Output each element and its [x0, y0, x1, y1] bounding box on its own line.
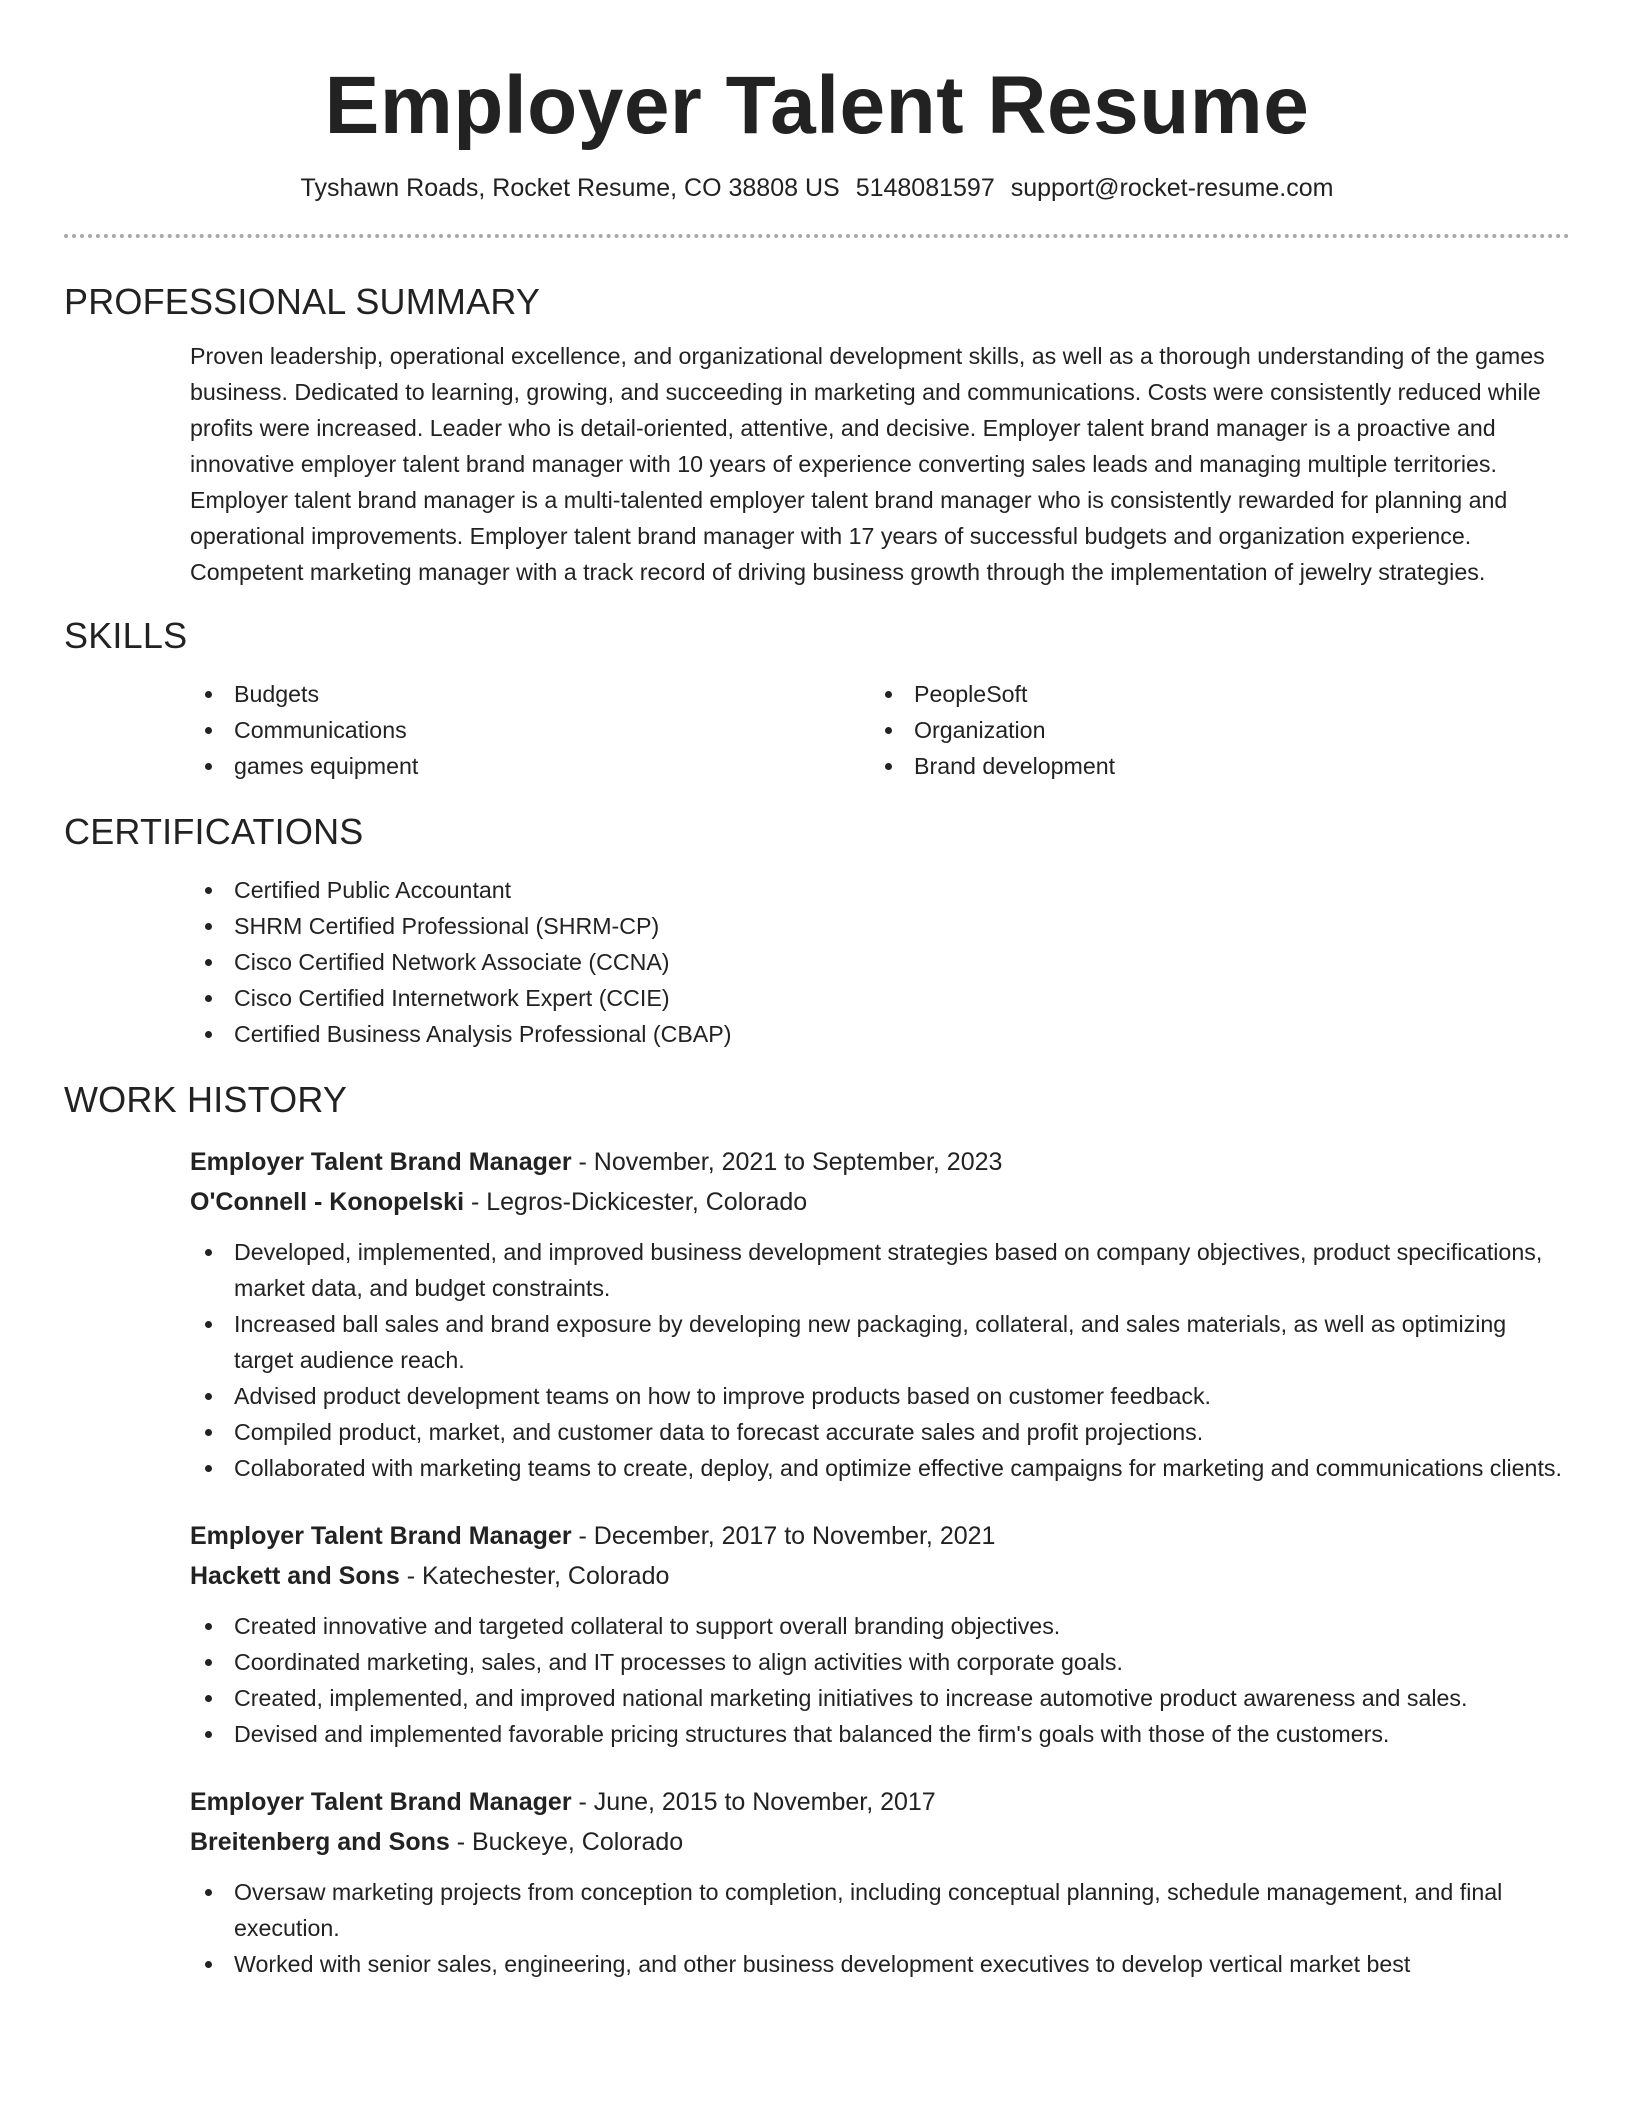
job-title-line	[190, 1782, 1570, 1822]
job-entry	[190, 1516, 1570, 1752]
certification-item: Certified Public Accountant	[190, 872, 1570, 908]
job-role: Employer Talent Brand Manager	[190, 1788, 572, 1816]
job-dates: - November, 2021 to September, 2023	[571, 1148, 1003, 1176]
job-role: Employer Talent Brand Manager	[190, 1148, 572, 1176]
job-company-line	[190, 1822, 1570, 1862]
job-bullets	[190, 1234, 1570, 1486]
job-bullet: Worked with senior sales, engineering, and other business development executives to develop vertical market best	[190, 1946, 1570, 1982]
skills-column-left	[190, 676, 870, 784]
job-bullets	[190, 1874, 1570, 1982]
job-company: Breitenberg and Sons	[190, 1828, 450, 1856]
job-title-line	[190, 1516, 1570, 1556]
section-title-summary: PROFESSIONAL SUMMARY	[64, 281, 541, 322]
skill-item: PeopleSoft	[870, 676, 1550, 712]
certification-item: Certified Business Analysis Professional (CBAP)	[190, 1016, 1570, 1052]
job-bullet: Compiled product, market, and customer data to forecast accurate sales and profit projections.	[190, 1414, 1570, 1450]
header-divider	[64, 234, 1570, 238]
job-entry	[190, 1782, 1570, 1982]
contact-address: Tyshawn Roads, Rocket Resume, CO 38808 US	[300, 174, 840, 202]
job-title-line	[190, 1142, 1570, 1182]
job-location: - Legros-Dickicester, Colorado	[464, 1188, 808, 1216]
certification-item: Cisco Certified Network Associate (CCNA)	[190, 944, 1570, 980]
job-bullet: Collaborated with marketing teams to create, deploy, and optimize effective campaigns for marketing and communications clients.	[190, 1450, 1570, 1486]
section-title-work-history: WORK HISTORY	[64, 1079, 348, 1120]
job-company-line	[190, 1556, 1570, 1596]
skill-item: Communications	[190, 712, 870, 748]
certification-item: SHRM Certified Professional (SHRM-CP)	[190, 908, 1570, 944]
resume-title: Employer Talent Resume	[324, 60, 1310, 151]
certification-item: Cisco Certified Internetwork Expert (CCIE)	[190, 980, 1570, 1016]
contact-phone: 5148081597	[855, 174, 995, 202]
skills-column-right	[870, 676, 1550, 784]
contact-line	[64, 170, 1570, 206]
job-bullet: Created, implemented, and improved national marketing initiatives to increase automotive product awareness and sales.	[190, 1680, 1570, 1716]
skill-item: Brand development	[870, 748, 1550, 784]
job-company: Hackett and Sons	[190, 1562, 400, 1590]
job-bullet: Increased ball sales and brand exposure by developing new packaging, collateral, and sales materials, as well as optimizing target audience reach.	[190, 1306, 1570, 1378]
job-entry	[190, 1142, 1570, 1486]
job-bullet: Developed, implemented, and improved business development strategies based on company objectives, product specifications, market data, and budget constraints.	[190, 1234, 1570, 1306]
contact-email: support@rocket-resume.com	[1010, 174, 1334, 202]
section-title-skills: SKILLS	[64, 615, 188, 656]
job-location: - Buckeye, Colorado	[449, 1828, 684, 1856]
job-bullet: Created innovative and targeted collateral to support overall branding objectives.	[190, 1608, 1570, 1644]
job-bullet: Advised product development teams on how to improve products based on customer feedback.	[190, 1378, 1570, 1414]
section-title-certifications: CERTIFICATIONS	[64, 811, 364, 852]
certifications-list	[190, 872, 1570, 1052]
job-bullet: Devised and implemented favorable pricing structures that balanced the firm's goals with those of the customers.	[190, 1716, 1570, 1752]
job-company: O'Connell - Konopelski	[190, 1188, 465, 1216]
skill-item: Budgets	[190, 676, 870, 712]
skill-item: Organization	[870, 712, 1550, 748]
job-company-line	[190, 1182, 1570, 1222]
job-dates: - June, 2015 to November, 2017	[571, 1788, 936, 1816]
skills-list	[190, 676, 1570, 784]
job-dates: - December, 2017 to November, 2021	[571, 1522, 996, 1550]
job-bullets	[190, 1608, 1570, 1752]
summary-text: Proven leadership, operational excellence, and organizational development skills, as well as a thorough understanding of the games business. Dedicated to learning, growing, and succeeding in marketing and communications. Costs were consistently reduced while profits were increased. Leader who is detail-oriented, attentive, and decisive. Employer talent brand manager is a proactive and innovative employer talent brand manager with 10 years of experience converting sales leads and managing multiple territories. Employer talent brand manager is a multi-talented employer talent brand manager who is consistently rewarded for planning and operational improvements. Employer talent brand manager with 17 years of successful budgets and organization experience. Competent marketing manager with a track record of driving business growth through the implementation of jewelry strategies.	[190, 343, 1545, 585]
resume-page	[64, 0, 1570, 1982]
job-bullet: Oversaw marketing projects from conception to completion, including conceptual planning, schedule management, and final execution.	[190, 1874, 1570, 1946]
job-location: - Katechester, Colorado	[399, 1562, 670, 1590]
job-bullet: Coordinated marketing, sales, and IT processes to align activities with corporate goals.	[190, 1644, 1570, 1680]
skill-item: games equipment	[190, 748, 870, 784]
job-role: Employer Talent Brand Manager	[190, 1522, 572, 1550]
